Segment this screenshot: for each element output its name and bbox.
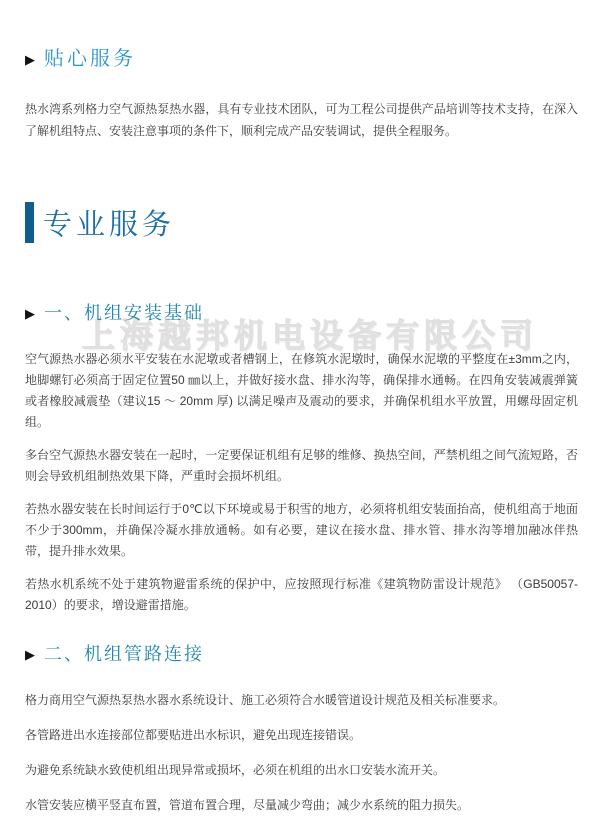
triangle-bullet-icon: ▶ <box>25 305 35 321</box>
subsection-1-paragraph: 若热水器安装在长时间运行于0℃以下环境或易于积雪的地方，必须将机组安装面抬高，使机组高于地面不少于300mm，并确保冷凝水排放通畅。如有必要，建议在接水盘、排水管、排水沟等增加融冰伴热带，提升排水效果。 <box>25 502 578 558</box>
triangle-bullet-icon: ▶ <box>25 646 35 662</box>
subsection-1-paragraph: 多台空气源热水器安装在一起时，一定要保证机组有足够的维修、换热空间，严禁机组之间气流短路，否则会导致机组制热效果下降，严重时会损坏机组。 <box>25 448 578 483</box>
professional-service-heading <box>25 202 578 243</box>
subsection-1-paragraph: 空气源热水器必须水平安装在水泥墩或者槽钢上，在修筑水泥墩时，确保水泥墩的平整度在±3mm之内，地脚螺钉必须高于固定位置50 ㎜以上，并做好接水盘、排水沟等，确保排水通畅。在四角安装减震弹簧或者橡胶减震垫（建议15 ～ 20mm 厚) 以满足噪声及震动的要求，并确保机组水平放置，用螺母固定机组。 <box>25 352 578 429</box>
subsection-2-paragraph: 格力商用空气源热泵热水器水系统设计、施工必须符合水暖管道设计规范及相关标准要求。 <box>25 693 506 707</box>
subsection-2-title: 二、机组管路连接 <box>44 644 204 664</box>
heading-accent-bar <box>25 202 34 243</box>
professional-service-title: 专业服务 <box>43 209 176 241</box>
caring-service-paragraph: 热水湾系列格力空气源热泵热水器，具有专业技术团队，可为工程公司提供产品培训等技术支持，在深入了解机组特点、安装注意事项的条件下，顺利完成产品安装调试，提供全程服务。 <box>25 102 578 138</box>
subsection-2-paragraph: 为避免系统缺水致使机组出现异常或损坏，必须在机组的出水口安装水流开关。 <box>25 763 446 777</box>
subsection-2-paragraph: 水管安装应横平竖直布置，管道布置合理，尽量减少弯曲；减少水系统的阻力损失。 <box>25 798 470 812</box>
subsection-1-title: 一、机组安装基础 <box>44 303 204 323</box>
subsection-2-paragraph: 各管路进出水连接部位都要贴进出水标识，避免出现连接错误。 <box>25 728 362 742</box>
subsection-1-paragraph: 若热水机系统不处于建筑物避雷系统的保护中，应按照现行标准《建筑物防雷设计规范》 （GB50057-2010）的要求，增设避雷措施。 <box>25 577 578 612</box>
caring-service-heading <box>25 46 578 72</box>
subsection-2-heading <box>25 642 578 666</box>
subsection-1-heading <box>25 301 578 325</box>
company-watermark: 上海越邦机电设备有限公司 <box>82 317 538 354</box>
caring-service-title: 贴心服务 <box>44 48 136 70</box>
triangle-bullet-icon: ▶ <box>25 51 35 67</box>
